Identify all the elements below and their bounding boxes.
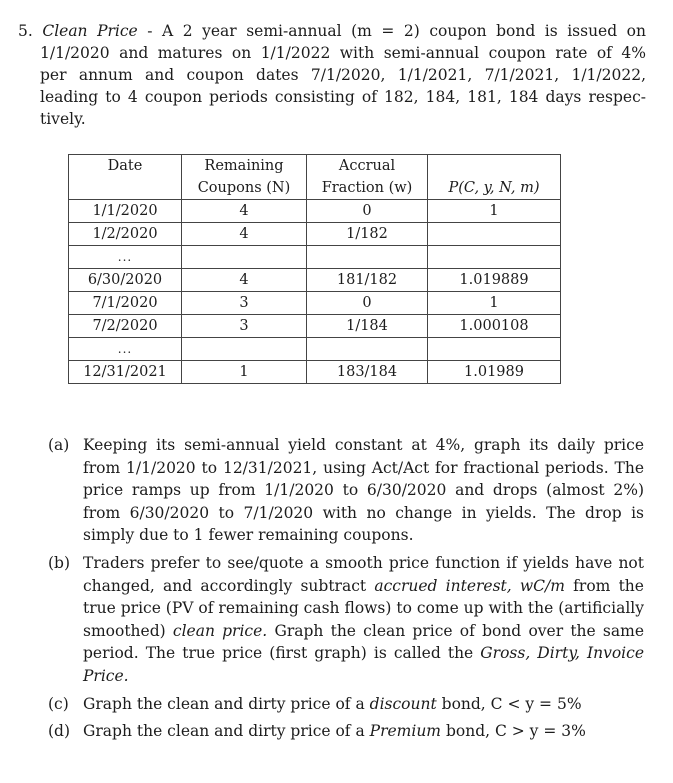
table-row xyxy=(69,292,561,315)
header-remaining-2: Coupons (N) xyxy=(182,177,307,200)
part-c xyxy=(48,693,644,716)
cell-accrual: 1/182 xyxy=(307,223,428,246)
cell-price xyxy=(428,223,561,246)
cell-price: 1.000108 xyxy=(428,315,561,338)
part-a-label: (a) xyxy=(48,436,70,454)
cell-date: 7/1/2020 xyxy=(69,292,182,315)
part-b-text xyxy=(83,552,644,688)
table-header-row-2 xyxy=(69,177,561,200)
cell-price: 1 xyxy=(428,200,561,223)
part-b-label: (b) xyxy=(48,553,71,572)
cell-remaining xyxy=(182,246,307,269)
question-parts xyxy=(48,434,644,748)
part-b xyxy=(48,552,644,688)
cell-date: ... xyxy=(69,246,182,269)
part-b-text-2: from the true price (PV of remaining cash flows) to come up with the (artificially smoothed) xyxy=(83,576,644,640)
cell-date: ... xyxy=(69,338,182,361)
part-b-text-1: Traders prefer to see/quote a smooth price function if yields have not changed, and accordingly subtract xyxy=(83,553,644,595)
part-d-emph: Premium xyxy=(369,722,442,741)
problem-line-3: per annum and coupon dates 7/1/2020, 1/1/2021, 7/1/2021, 1/1/2022, xyxy=(40,66,646,84)
problem-line-4: leading to 4 coupon periods consisting of 182, 184, 181, 184 days respec- xyxy=(40,88,646,106)
table-row xyxy=(69,315,561,338)
part-d-text-1: Graph the clean and dirty price of a xyxy=(83,722,365,741)
part-b-formula: wC/m xyxy=(519,576,565,595)
part-c-text-2: bond, C < y = 5% xyxy=(441,694,582,713)
problem-line-2: 1/1/2020 and matures on 1/1/2022 with semi-annual coupon rate of 4% xyxy=(40,44,646,62)
cell-remaining: 4 xyxy=(182,223,307,246)
cell-price xyxy=(428,246,561,269)
cell-remaining: 3 xyxy=(182,315,307,338)
cell-remaining: 3 xyxy=(182,292,307,315)
problem-statement xyxy=(18,20,646,130)
header-date-blank xyxy=(69,177,182,200)
cell-accrual: 0 xyxy=(307,292,428,315)
problem-line-1 xyxy=(18,20,646,42)
cell-price: 1.01989 xyxy=(428,361,561,384)
part-c-label: (c) xyxy=(48,694,69,713)
part-c-text xyxy=(83,693,644,716)
cell-remaining: 4 xyxy=(182,200,307,223)
cell-accrual: 181/182 xyxy=(307,269,428,292)
coupon-table xyxy=(68,154,561,384)
cell-remaining: 4 xyxy=(182,269,307,292)
header-accrual-1: Accrual xyxy=(307,155,428,178)
cell-price: 1 xyxy=(428,292,561,315)
part-a-text: Keeping its semi-annual yield constant at 4%, graph its daily price from 1/1/2020 to 12/31/2021, using Act/Act for fractional periods. The price ramps up from 1/1/2020 to 6/30/2020 and drops (almost 2%) from 6/30/2020 to 7/1/2020 with no change in yields. The drop is simply due to 1 fewer remaining coupons. xyxy=(83,436,644,545)
header-price: P(C, y, N, m) xyxy=(428,177,561,200)
header-date: Date xyxy=(69,155,182,178)
cell-accrual xyxy=(307,338,428,361)
table-row xyxy=(69,200,561,223)
problem-intro-1: - A 2 year semi-annual (m = 2) coupon bond is issued on xyxy=(147,22,646,40)
cell-price xyxy=(428,338,561,361)
cell-date: 1/1/2020 xyxy=(69,200,182,223)
part-c-emph: discount xyxy=(369,694,437,713)
cell-accrual: 0 xyxy=(307,200,428,223)
problem-number: 5. xyxy=(18,22,33,40)
cell-accrual: 1/184 xyxy=(307,315,428,338)
table-row xyxy=(69,361,561,384)
cell-date: 6/30/2020 xyxy=(69,269,182,292)
header-remaining-1: Remaining xyxy=(182,155,307,178)
table-row-ellipsis xyxy=(69,246,561,269)
header-price-blank xyxy=(428,155,561,178)
header-accrual-2: Fraction (w) xyxy=(307,177,428,200)
table-row xyxy=(69,269,561,292)
part-d-label: (d) xyxy=(48,722,71,741)
problem-line-5: tively. xyxy=(40,110,86,128)
cell-date: 12/31/2021 xyxy=(69,361,182,384)
part-b-text-3: Graph the clean price of bond over the same period. The true price (first graph) is called the xyxy=(83,621,644,663)
part-c-text-1: Graph the clean and dirty price of a xyxy=(83,694,365,713)
table-row-ellipsis xyxy=(69,338,561,361)
part-b-clean: clean price. xyxy=(172,621,268,640)
part-d-text-2: bond, C > y = 3% xyxy=(445,722,586,741)
part-a xyxy=(48,434,644,547)
table-row xyxy=(69,223,561,246)
cell-accrual xyxy=(307,246,428,269)
cell-date: 1/2/2020 xyxy=(69,223,182,246)
cell-accrual: 183/184 xyxy=(307,361,428,384)
cell-date: 7/2/2020 xyxy=(69,315,182,338)
part-b-accrued: accrued interest, xyxy=(374,576,512,595)
cell-remaining: 1 xyxy=(182,361,307,384)
table-header-row xyxy=(69,155,561,178)
part-d xyxy=(48,720,644,743)
part-d-text xyxy=(83,720,644,743)
part-b-gross: Gross, Dirty, Invoice Price. xyxy=(83,644,644,685)
cell-price: 1.019889 xyxy=(428,269,561,292)
problem-title: Clean Price xyxy=(42,22,138,40)
cell-remaining xyxy=(182,338,307,361)
